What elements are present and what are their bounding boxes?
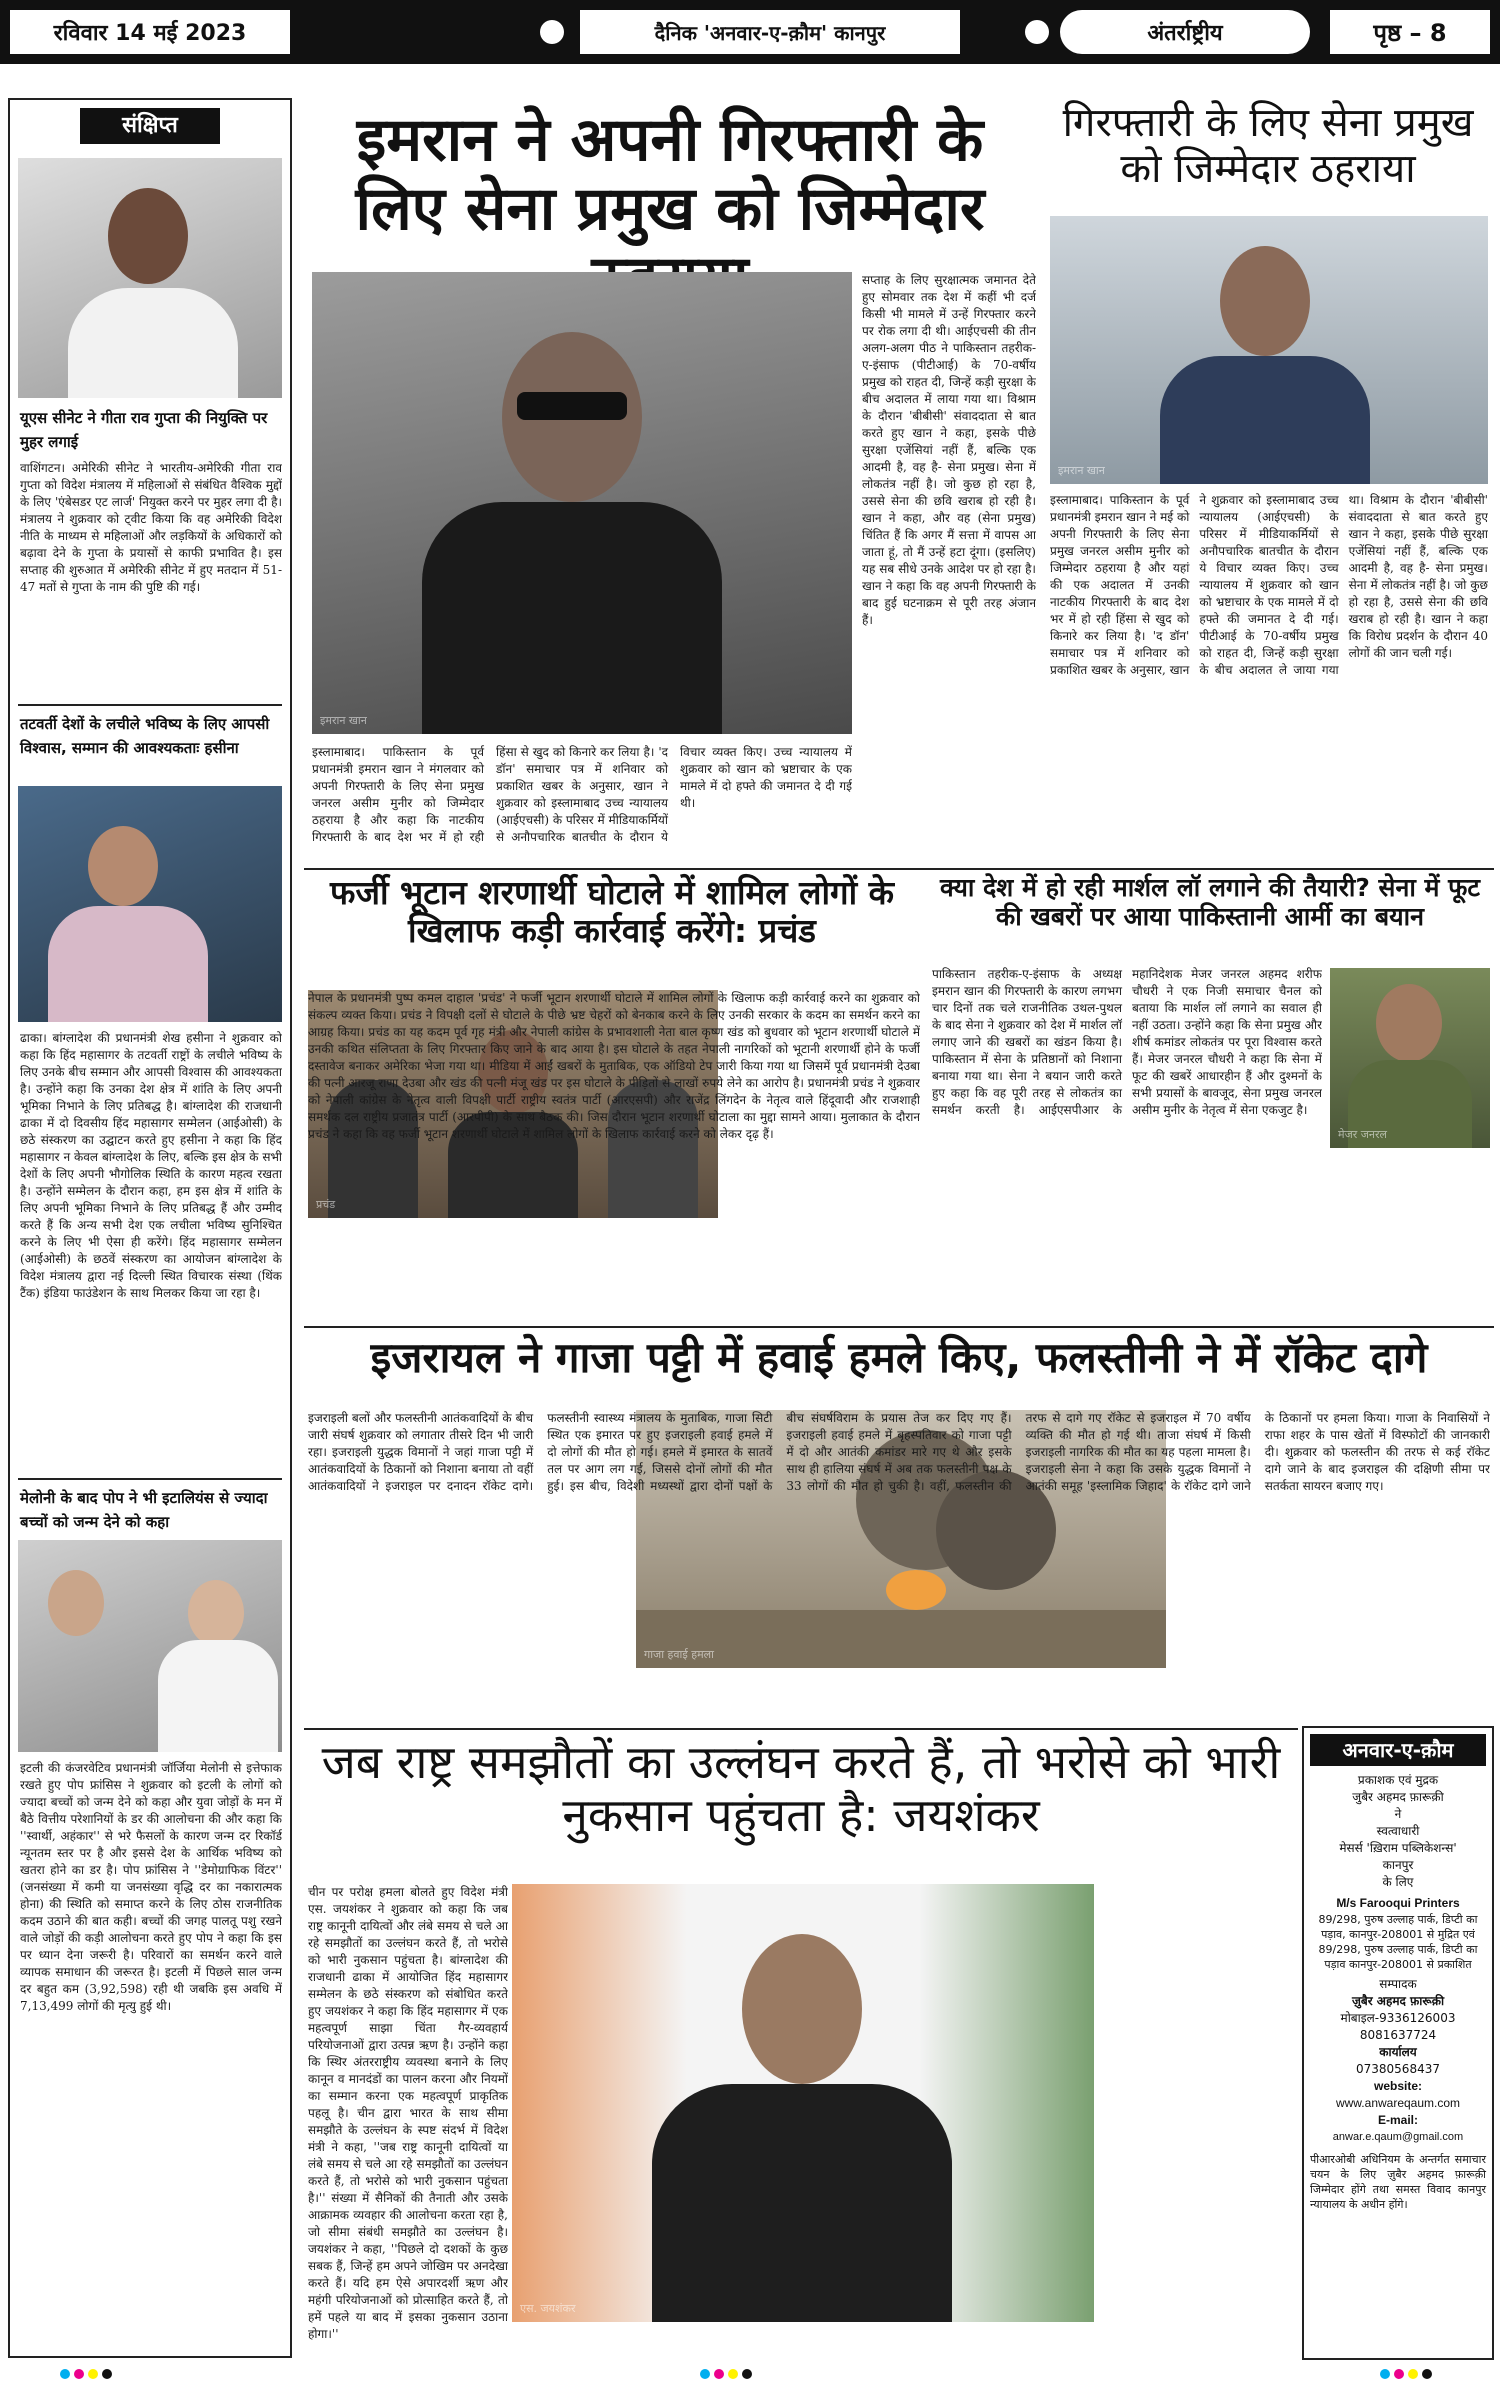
imprint-website[interactable]: www.anwareqaum.com — [1335, 2096, 1461, 2110]
photo-subject-head — [1376, 984, 1442, 1062]
photo-subject-body — [422, 502, 722, 734]
dot-cyan — [60, 2369, 70, 2379]
photo-subject-sunglasses — [517, 392, 627, 420]
story4-body: पाकिस्तान तहरीक-ए-इंसाफ के अध्यक्ष इमरान खान की गिरफ्तारी के कारण लगभग चार दिनों तक चले राजनीतिक उथल-पुथल के बाद सेना ने शुक्रवार को देश में मार्शल लॉ लगाए जाने की खबरों का खंडन किया है। पाकिस्तान में सेना के प्रतिष्ठानों को निशाना बनाया गया था। सेना ने बयान जारी करते हुए कहा कि वह पूरी तरह से लोकतंत्र का समर्थन करती है। आईएसपीआर के महानिदेशक मेजर जनरल अहमद शरीफ चौधरी ने एक निजी समाचार चैनल को बताया कि मार्शल लॉ लगाने का सवाल ही नहीं उठता। उन्होंने कहा कि सेना प्रमुख और शीर्ष कमांडर लोकतंत्र पर पूरा विश्वास करते हैं। मेजर जनरल चौधरी ने कहा कि सेना में फूट की खबरें आधारहीन हैं और दुश्मनों के सभी प्रयासों के बावजूद, सेना प्रमुख जनरल असीम मुनीर के नेतृत्व में सेना एकजुट है। — [932, 967, 1322, 1117]
portrait-body-right — [158, 1640, 278, 1752]
sidebar-headline-3: मेलोनी के बाद पोप ने भी इटालियंस से ज्यादा बच्चों को जन्म देने को कहा — [20, 1489, 268, 1531]
photo-subject-body — [652, 2084, 952, 2322]
imprint-title: अनवार-ए-क़ौम — [1310, 1734, 1486, 1766]
footer-color-dots-right — [1380, 2364, 1436, 2382]
story3-photo-caption: प्रचंड — [316, 1198, 336, 1211]
imprint-line: ने — [1394, 1807, 1402, 1821]
story3-headline: फर्जी भूटान शरणार्थी घोटाले में शामिल लोगों के खिलाफ कड़ी कार्रवाई करेंगे: प्रचंड — [330, 873, 894, 950]
sidebar-photo-gupta — [18, 158, 282, 398]
dot-magenta — [74, 2369, 84, 2379]
sidebar-divider-1 — [18, 704, 282, 706]
imprint-line: स्वत्वाधारी — [1376, 1824, 1420, 1838]
story6-photo-caption: एस. जयशंकर — [520, 2302, 576, 2315]
story1-side-column: सप्ताह के लिए सुरक्षात्मक जमानत देते हुए सोमवार तक देश में कहीं भी दर्ज किसी भी मामले में उन्हें गिरफ्तार करने पर रोक लगा दी थी। आईएचसी की तीन अलग-अलग पीठ ने पाकिस्तान तहरीक-ए-इंसाफ (पीटीआई) के 70-वर्षीय प्रमुख को राहत दी, जिन्हें कड़ी सुरक्षा के बीच अदालत में लाया गया था। विश्राम के दौरान 'बीबीसी' संवाददाता से बात करते हुए खान ने कहा, इसके पीछे सुरक्षा एजेंसियां नहीं हैं, बल्कि एक आदमी है, वह है- सेना प्रमुख। सेना में लोकतंत्र नहीं है। जो कुछ हो रहा है, उससे सेना की छवि खराब हो रही है। खान ने कहा, और वह (सेना प्रमुख) चिंतित हैं कि अगर मैं सत्ता में वापस आ जाता हूं, तो मैं उन्हें हटा दूंगा। (इसलिए) यह सब सीधे उनके आदेश पर हो रहा है। खान ने कहा कि वह अपनी गिरफ्तारी के बाद हुई घटनाक्रम से पूरी तरह अंजान हैं। — [862, 273, 1036, 627]
imprint-editor-label: सम्पादक — [1379, 1977, 1417, 1991]
imprint-editor: ज़ुबैर अहमद फ़ारूक़ी — [1351, 1994, 1445, 2008]
photo-subject-head — [742, 1934, 862, 2084]
sidebar-body-2: ढाका। बांग्लादेश की प्रधानमंत्री शेख हसीना ने शुक्रवार को कहा कि हिंद महासागर के तटवर्ती राष्ट्रों के लचीले भविष्य के लिए उनके बीच सम्मान और आपसी विश्वास की आवश्यकता है। उन्होंने कहा कि उनका देश क्षेत्र में शांति के लिए अपनी भूमिका निभाने के लिए प्रतिबद्ध है। बांग्लादेश की राजधानी ढाका में दो दिवसीय हिंद महासागर सम्मेलन (आईओसी) के छठे संस्करण का उद्घाटन करते हुए हसीना ने कहा कि हिंद महासागर न केवल बांग्लादेश के लिए, बल्कि इस क्षेत्र के सभी देशों के लिए अपनी भौगोलिक स्थिति के कारण महत्व रखता है। उन्होंने सम्मेलन के दौरान कहा, हम इस क्षेत्र में शांति के लिए अपनी भूमिका निभाने के लिए प्रतिबद्ध हैं और उम्मीद करते हैं कि अन्य सभी देश एक लचीला भविष्य सुनिश्चित करने के लिए भी ऐसा ही करेंगे। हिंद महासागर सम्मेलन (आईओसी) के छठवें संस्करण का आयोजन बांग्लादेश के विदेश मंत्रालय द्वारा नई दिल्ली स्थित विचारक संस्था (थिंक टैंक) इंडिया फाउंडेशन के साथ मिलकर किया जा रहा है। — [20, 1031, 282, 1300]
dot-black — [742, 2369, 752, 2379]
story6-headline: जब राष्ट्र समझौतों का उल्लंघन करते हैं, तो भरोसे को भारी नुकसान पहुंचता है: जयशंकर — [321, 1735, 1281, 1842]
dot-cyan — [700, 2369, 710, 2379]
sidebar-title: संक्षिप्त — [122, 113, 178, 138]
dot-magenta — [714, 2369, 724, 2379]
story2-photo-caption: इमरान खान — [1058, 464, 1105, 477]
photo-subject-body — [1160, 356, 1370, 484]
sidebar-headline-2: तटवर्ती देशों के लचीले भविष्य के लिए आपसी विश्वास, सम्मान की आवश्यकताः हसीना — [20, 715, 270, 757]
imprint-mobile: मोबाइल-9336126003 — [1340, 2011, 1456, 2025]
imprint-mobile-2: 8081637724 — [1359, 2028, 1437, 2042]
imprint-note: पीआरओबी अधिनियम के अन्तर्गत समाचार चयन के लिए ज़ुबैर अहमद फ़ारूक़ी जिम्मेदार होंगे तथा समस्त विवाद कानपुर न्यायालय के अधीन होंगे। — [1310, 2153, 1486, 2211]
portrait-body — [48, 906, 208, 1022]
imprint-box — [1302, 1726, 1494, 2360]
story4-photo-caption: मेजर जनरल — [1338, 1128, 1387, 1141]
header-page-number: पृष्ठ – 8 — [1330, 10, 1490, 54]
header-dot-right — [1025, 20, 1049, 44]
sidebar-body-1: वाशिंगटन। अमेरिकी सीनेट ने भारतीय-अमेरिकी गीता राव गुप्ता को विदेश मंत्रालय में महिलाओं से संबंधित वैश्विक मुद्दों के लिए 'एंबेसडर एट लार्ज' नियुक्त करने पर मुहर लगा दी है। मंत्रालय ने शुक्रवार को ट्वीट किया कि वह अमेरिकी विदेश नीति के माध्यम से महिलाओं और लड़कियों के अधिकारों को बढ़ावा देने के गुप्ता के प्रयासों से काफी प्रभावित है। इस सप्ताह की शुरुआत में अमेरिकी सीनेट में हुए मतदान में 51-47 मतों से गुप्ता के नाम की पुष्टि की गई। — [20, 461, 282, 594]
story5-headline: इजरायल ने गाजा पट्टी में हवाई हमले किए, फलस्तीनी ने में रॉकेट दागे — [370, 1333, 1428, 1382]
sidebar-title-bar — [80, 108, 220, 144]
dot-black — [1422, 2369, 1432, 2379]
header-dot-left — [540, 20, 564, 44]
divider-row1 — [304, 868, 1494, 870]
header-date: रविवार 14 मई 2023 — [10, 10, 290, 54]
dot-yellow — [88, 2369, 98, 2379]
story1-photo — [312, 272, 852, 734]
portrait-head-right — [188, 1580, 244, 1646]
imprint-line: के लिए — [1382, 1875, 1414, 1889]
page-header — [0, 0, 1500, 64]
imprint-line: जुबैर अहमद फ़ारूक़ी — [1352, 1790, 1444, 1804]
footer-color-dots-center — [700, 2364, 756, 2382]
imprint-line: कानपुर — [1382, 1858, 1414, 1872]
divider-row3 — [304, 1728, 1298, 1730]
story4-headline: क्या देश में हो रही मार्शल लॉ लगाने की तैयारी? सेना में फूट की खबरों पर आया पाकिस्तानी आर्मी का बयान — [939, 873, 1481, 931]
sidebar-headline-1: यूएस सीनेट ने गीता राव गुप्ता की नियुक्ति पर मुहर लगाई — [20, 409, 268, 451]
story3-body: नेपाल के प्रधानमंत्री पुष्प कमल दाहाल 'प्रचंड' ने फर्जी भूटान शरणार्थी घोटाले में शामिल लोगों के खिलाफ कड़ी कार्रवाई करने का शुक्रवार को संकल्प व्यक्त किया। प्रचंड ने विपक्षी दलों से घोटाले के पीछे भ्रष्ट चेहरों को बेनकाब करने के लिए उनकी सरकार के कदम का समर्थन करने का आग्रह किया। प्रचंड का यह कदम पूर्व गृह मंत्री और नेपाली कांग्रेस के प्रभावशाली नेता बाल कृष्ण खंड को बुधवार को भूटान शरणार्थी घोटाले में उनकी कथित संलिप्तता के लिए गिरफ्तार किए जाने के बाद आया है। इस घोटाले के तहत नेपाली नागरिकों को भूटानी शरणार्थी होने के फर्जी दस्तावेज बनाकर अमेरिका भेजा गया था। मीडिया में आईं खबरों के मुताबिक, एक ऑडियो टेप जारी किया गया था जिसमें पूर्व प्रधानमंत्री देउबा की पत्नी आरजू राणा देउबा और खंड की पत्नी मंजू खंड पर इस घोटाले के पीड़ितों से लाखों रुपये लेने का आरोप है। प्रधानमंत्री प्रचंड ने शुक्रवार को नेपाली कांग्रेस के नेतृत्व वाली विपक्षी पार्टी राष्ट्रीय स्वतंत्र पार्टी (आरएसपी) और राजेंद्र लिंगदेन के नेतृत्व वाले हिंदूवादी और राजशाही समर्थक दल राष्ट्रीय प्रजातंत्र पार्टी (आरपीपी) के साथ बैठक की। जिस दौरान भूटान शरणार्थी घोटाला का मुद्दा सामने आया। मुलाकात के दौरान प्रचंड ने कहा कि वह फर्जी भूटान शरणार्थी घोटाले में शामिल लोगों के खिलाफ कार्रवाई करने को लेकर दृढ़ हैं। — [308, 991, 920, 1141]
story4-photo — [1330, 968, 1490, 1148]
story2-photo — [1050, 216, 1488, 484]
imprint-line: मेसर्स 'ख़िराम पब्लिकेशन्स' — [1339, 1841, 1457, 1855]
photo-subject-head — [1220, 246, 1310, 356]
story2-headline: गिरफ्तारी के लिए सेना प्रमुख को जिम्मेदार ठहराया — [1062, 100, 1474, 192]
imprint-printer: M/s Farooqui Printers — [1336, 1896, 1460, 1910]
story2-body: इस्लामाबाद। पाकिस्तान के पूर्व प्रधानमंत्री इमरान खान ने मई को अपनी गिरफ्तारी के लिए सेना प्रमुख जनरल असीम मुनीर को जिम्मेदार ठहराया है और यहां की एक अदालत में उनकी नाटकीय गिरफ्तारी के बाद देश भर में हो रही हिंसा से खुद को किनारे कर लिया है। 'द डॉन' समाचार पत्र में शनिवार को प्रकाशित खबर के अनुसार, खान ने शुक्रवार को इस्लामाबाद उच्च न्यायालय (आईएचसी) के परिसर में मीडियाकर्मियों से अनौपचारिक बातचीत के दौरान ये विचार व्यक्त किए। उच्च न्यायालय में शुक्रवार को खान को भ्रष्टाचार के एक मामले में दो हफ्ते की जमानत दे दी गई। पीटीआई के 70-वर्षीय प्रमुख को राहत दी, जिन्हें कड़ी सुरक्षा के बीच अदालत ले जाया गया था। विश्राम के दौरान 'बीबीसी' संवाददाता से बात करते हुए खान ने कहा, इसके पीछे सुरक्षा एजेंसियां नहीं हैं, बल्कि एक आदमी है, वह है- सेना प्रमुख। सेना में लोकतंत्र नहीं है। जो कुछ हो रहा है, उससे सेना की छवि खराब हो रही है। खान ने कहा कि विरोध प्रदर्शन के दौरान 40 लोगों की जान चली गई। — [1050, 493, 1488, 677]
story5-photo-caption: गाजा हवाई हमला — [644, 1648, 714, 1661]
story1-body: इस्लामाबाद। पाकिस्तान के पूर्व प्रधानमंत्री इमरान खान ने मंगलवार को अपनी गिरफ्तारी के लिए सेना प्रमुख जनरल असीम मुनीर को जिम्मेदार ठहराया है और कहा कि नाटकीय गिरफ्तारी के बाद देश भर में हो रही हिंसा से खुद को किनारे कर लिया है। 'द डॉन' समाचार पत्र में शनिवार को प्रकाशित खबर के अनुसार, खान ने शुक्रवार को इस्लामाबाद उच्च न्यायालय (आईएचसी) के परिसर में मीडियाकर्मियों से अनौपचारिक बातचीत के दौरान ये विचार व्यक्त किए। उच्च न्यायालय में शुक्रवार को खान को भ्रष्टाचार के एक मामले में दो हफ्ते की जमानत दे दी गई थी। — [312, 745, 852, 844]
imprint-email[interactable]: anwar.e.qaum@gmail.com — [1332, 2131, 1464, 2143]
imprint-email-label: E-mail: — [1377, 2113, 1418, 2127]
portrait-head — [88, 826, 158, 906]
footer-color-dots-left — [60, 2364, 116, 2382]
story6-photo — [512, 1884, 1094, 2322]
story1-headline: इमरान ने अपनी गिरफ्तारी के लिए सेना प्रमुख को जिम्मेदार — [355, 105, 985, 244]
portrait-head — [108, 188, 188, 284]
portrait-body — [68, 288, 238, 398]
imprint-office-phone: 07380568437 — [1356, 2062, 1440, 2076]
header-section: अंतर्राष्ट्रीय — [1060, 10, 1310, 54]
story1-photo-caption: इमरान खान — [320, 714, 367, 727]
portrait-head-left — [48, 1570, 104, 1636]
sidebar-body-3: इटली की कंजरवेटिव प्रधानमंत्री जॉर्जिया मेलोनी से इत्तेफाक रखते हुए पोप फ्रांसिस ने शुक्रवार को इटली के लोगों को ज्यादा बच्चों को जन्म देने को कहा और युवा जोड़ों के मन में बैठे वित्तीय परेशानियों के डर की आलोचना की और कहा कि ''स्वार्थी, अहंकार'' से भरे फैसलों के कारण जन्म दर रिकॉर्ड न्यूनतम स्तर पर है और इससे देश के आर्थिक भविष्य को खतरा होने का डर है। पोप फ्रांसिस ने ''डेमोग्राफिक विंटर'' (जनसंख्या में कमी या जनसंख्या वृद्धि दर का नकारात्मक होना) की स्थिति को समाप्त करने के लिए ठोस राजनीतिक कदम उठाने की बात कही। बच्चों की जगह पालतू पशु रखने वाले जोड़ों की कड़ी आलोचना करते हुए पोप ने कहा कि इस पर ध्यान देना जरूरी है। परिवारों का समर्थन करने वाले व्यापक समाधान की जरूरत है। इटली में पिछले साल जन्म दर बहुत कम (3,92,598) रही थी जबकि इस अवधि में 7,13,499 लोगों की मृत्यु हुई थी। — [20, 1761, 282, 2013]
imprint-website-label: website: — [1373, 2079, 1422, 2093]
dot-yellow — [1408, 2369, 1418, 2379]
sidebar-photo-hasina — [18, 786, 282, 1022]
dot-yellow — [728, 2369, 738, 2379]
header-paper-name: दैनिक 'अनवार-ए-क़ौम' कानपुर — [580, 10, 960, 54]
story6-body: चीन पर परोक्ष हमला बोलते हुए विदेश मंत्री एस. जयशंकर ने शुक्रवार को कहा कि जब राष्ट्र कानूनी दायित्वों और लंबे समय से चले आ रहे समझौतों का उल्लंघन करते हैं, तो भरोसे को भारी नुकसान पहुंचता है। बांग्लादेश की राजधानी ढाका में आयोजित हिंद महासागर सम्मेलन के छठे संस्करण को संबोधित करते हुए जयशंकर ने कहा कि हिंद महासागर में एक महत्वपूर्ण साझा चिंता गैर-व्यवहार्य परियोजनाओं द्वारा उत्पन्न ऋण है। उन्होंने कहा कि स्थिर अंतरराष्ट्रीय व्यवस्था बनाने के लिए कानून व मानदंडों का पालन करना और नियमों का सम्मान करना एक महत्वपूर्ण प्राकृतिक पहलू है। चीन द्वारा भारत के साथ सीमा समझौते के उल्लंघन के स्पष्ट संदर्भ में विदेश मंत्री ने कहा, ''जब राष्ट्र कानूनी दायित्वों या लंबे समय से चले आ रहे समझौतों का उल्लंघन करते हैं, तो भरोसे को भारी नुकसान पहुंचता है।'' संख्या में सैनिकों की तैनाती और उसके आक्रामक व्यवहार की आलोचना करता रहा है, जो सीमा संबंधी समझौते का उल्लंघन है। जयशंकर ने कहा, ''पिछले दो दशकों के कुछ सबक हैं, जिन्हें हम अपने जोखिम पर अनदेखा करते हैं। यदि हम ऐसे अपारदर्शी ऋण और महंगी परियोजनाओं को प्रोत्साहित करते हैं, तो हमें पहले या बाद में इसका नुकसान उठाना होगा।'' — [308, 1885, 508, 2341]
dot-black — [102, 2369, 112, 2379]
imprint-office-label: कार्यालय — [1379, 2045, 1417, 2059]
dot-magenta — [1394, 2369, 1404, 2379]
sidebar-photo-pope — [18, 1540, 282, 1752]
sidebar-divider-2 — [18, 1478, 282, 1480]
dot-cyan — [1380, 2369, 1390, 2379]
story5-body: इजराइली बलों और फलस्तीनी आतंकवादियों के बीच जारी संघर्ष शुक्रवार को लगातार तीसरे दिन भी जारी रहा। इजराइली युद्धक विमानों ने जहां गाजा पट्टी में आतंकवादियों के ठिकानों को निशाना बनाया तो वहीं आतंकवादियों ने इजराइल पर दनादन रॉकेट दागे। फलस्तीनी स्वास्थ्य मंत्रालय के मुताबिक, गाजा सिटी स्थित एक इमारत पर हुए इजराइली हवाई हमले में दो लोगों की मौत हो गई। हमले में इमारत के सातवें तल पर आग लग गई, जिससे दोनों लोगों की मौत हुई। इस बीच, विदेशी मध्यस्थों द्वारा दोनों पक्षों के बीच संघर्षविराम के प्रयास तेज कर दिए गए हैं। इजराइली हवाई हमले में बृहस्पतिवार को गाजा पट्टी में दो और आतंकी कमांडर मारे गए थे और इसके साथ ही हालिया संघर्ष में अब तक फलस्तीनी पक्ष के 33 लोगों की मौत हो चुकी है। वहीं, फलस्तीन की तरफ से दागे गए रॉकेट से इजराइल में 70 वर्षीय व्यक्ति की मौत हो गई थी। ताजा संघर्ष में किसी इजराइली नागरिक की मौत का यह पहला मामला है। इजराइली सेना ने कहा कि उसके युद्धक विमानों ने आतंकी समूह 'इस्लामिक जिहाद' के रॉकेट दागे जाने के ठिकानों पर हमला किया। गाजा के निवासियों ने राफा शहर के पास खेतों में विस्फोटों की जानकारी दी। शुक्रवार को फलस्तीन की तरफ से कई रॉकेट दागे जाने के बाद इजराइल की दक्षिणी सीमा पर सतर्कता सायरन बजाए गए। — [308, 1411, 1490, 1493]
sidebar — [8, 98, 292, 2358]
imprint-address: 89/298, पुरुष उल्लाह पार्क, डिप्टी का पड़ाव, कानपुर-208001 से मुद्रित एवं 89/298, पुरुष उल्लाह पार्क, डिप्टी का पड़ाव कानपुर-208001 से प्रकाशित — [1318, 1913, 1478, 1971]
divider-row2 — [304, 1326, 1494, 1328]
imprint-line: प्रकाशक एवं मुद्रक — [1357, 1773, 1439, 1787]
